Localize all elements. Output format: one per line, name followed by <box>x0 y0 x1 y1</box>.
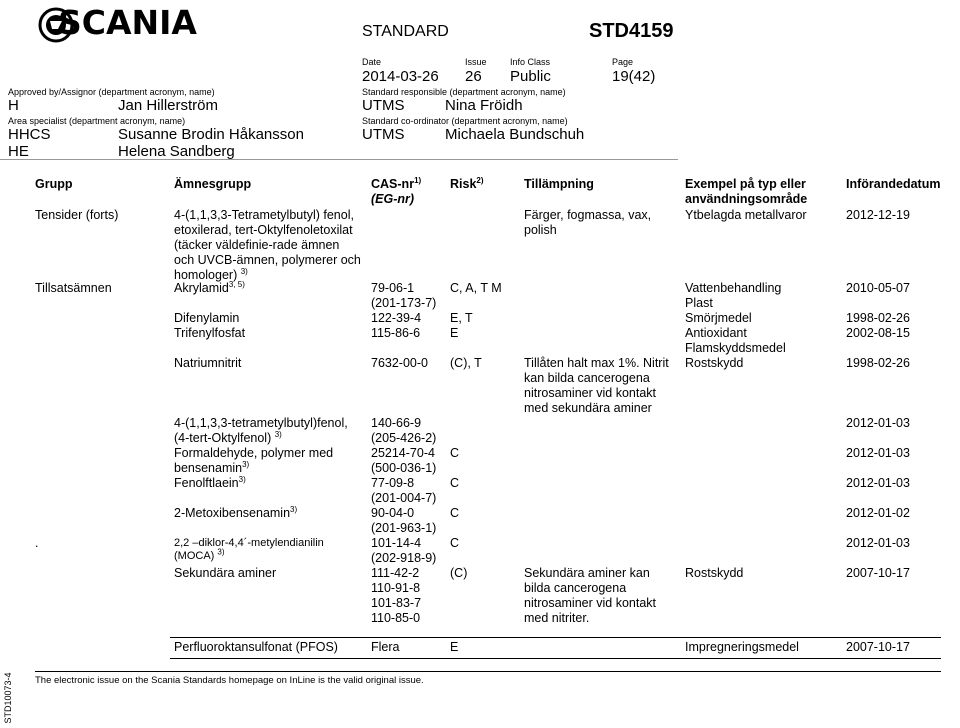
header-divider <box>0 159 678 160</box>
date-cell: 2012-01-03 <box>846 446 910 460</box>
cas-cell: 79-06-1 <box>371 281 415 295</box>
page-label: Page <box>612 57 634 67</box>
col-header-eg: (EG-nr) <box>371 192 415 206</box>
application-cell: nitrosaminer vid kontakt <box>524 386 657 400</box>
eg-cell: (201-963-1) <box>371 521 437 535</box>
application-cell: med sekundära aminer <box>524 401 652 415</box>
application-cell: Färger, fogmassa, vax, <box>524 208 652 222</box>
subgroup-cell: Sekundära aminer <box>174 566 277 580</box>
brand-wordmark: SCANIA <box>58 3 197 42</box>
subgroup-cell: Natriumnitrit <box>174 356 242 370</box>
application-cell: Sekundära aminer kan <box>524 566 650 580</box>
subgroup-cell: homologer) $^{3)}$ <box>174 266 248 282</box>
date-value: 2014-03-26 <box>362 68 439 85</box>
risk-cell: C <box>450 536 460 550</box>
eg-cell: (202-918-9) <box>371 551 437 565</box>
date-cell: 2012-01-03 <box>846 416 910 430</box>
specialist-dept: HHCS <box>8 126 51 143</box>
example-cell: Rostskydd <box>685 356 744 370</box>
issue-label: Issue <box>465 57 487 67</box>
approved-label: Approved by/Assignor (department acronym, name) <box>8 87 215 97</box>
risk-cell: E <box>450 326 459 340</box>
specialist-name: Susanne Brodin Håkansson <box>118 126 304 143</box>
responsible-label: Standard responsible (department acronym, name) <box>362 87 566 97</box>
application-cell: bilda cancerogena <box>524 581 627 595</box>
footer-divider <box>35 671 941 672</box>
subgroup-cell: 2-Metoxibensenamin$^{3)}$ <box>174 504 298 520</box>
approved-name: Jan Hillerström <box>118 97 219 114</box>
subgroup-cell: Fenolftlaein$^{3)}$ <box>174 474 246 490</box>
subgroup-cell: (MOCA) $^{3)}$ <box>174 547 225 562</box>
subgroup-cell: Formaldehyde, polymer med <box>174 446 334 460</box>
col-header-application: Tillämpning <box>524 177 594 191</box>
cas-cell: 110-91-8 <box>371 581 421 595</box>
col-header-subgroup: Ämnesgrupp <box>174 177 252 191</box>
risk-cell: E, T <box>450 311 473 325</box>
example-cell: Plast <box>685 296 713 310</box>
cas-cell: 140-66-9 <box>371 416 422 430</box>
date-label: Date <box>362 57 382 67</box>
example-cell: Smörjmedel <box>685 311 752 325</box>
col-header-intro-date: Införandedatum <box>846 177 941 191</box>
risk-cell: C <box>450 506 460 520</box>
responsible-dept: UTMS <box>362 97 405 114</box>
date-cell: 2002-08-15 <box>846 326 910 340</box>
col-header-risk: Risk$^{2)}$ <box>450 175 484 191</box>
subgroup-cell: 2,2 –diklor-4,4´-metylendianilin <box>174 537 324 549</box>
specialist-name: Helena Sandberg <box>118 143 235 160</box>
date-cell: 2012-12-19 <box>846 208 910 222</box>
cas-cell: 101-83-7 <box>371 596 422 610</box>
coordinator-dept: UTMS <box>362 126 405 143</box>
footer-note: The electronic issue on the Scania Standards homepage on InLine is the valid original issue. <box>35 675 424 686</box>
eg-cell: (201-004-7) <box>371 491 437 505</box>
application-cell: med nitriter. <box>524 611 590 625</box>
doc-type: STANDARD <box>362 23 449 40</box>
col-header-group: Grupp <box>35 177 73 191</box>
side-code: STD10073-4 <box>3 672 13 724</box>
subgroup-cell: 4-(1,1,3,3-tetrametylbutyl)fenol, <box>174 416 348 430</box>
cas-cell: 122-39-4 <box>371 311 422 325</box>
eg-cell: (201-173-7) <box>371 296 437 310</box>
example-cell: Flamskyddsmedel <box>685 341 786 355</box>
date-cell: 2012-01-03 <box>846 476 910 490</box>
eg-cell: (205-426-2) <box>371 431 437 445</box>
coordinator-name: Michaela Bundschuh <box>445 126 585 143</box>
cas-cell: 90-04-0 <box>371 506 415 520</box>
risk-cell: (C), T <box>450 356 482 370</box>
application-cell: Tillåten halt max 1%. Nitrit <box>524 356 669 370</box>
cas-cell: 110-85-0 <box>371 611 421 625</box>
col-header-example-2: användningsområde <box>685 192 808 206</box>
date-cell: 2007-10-17 <box>846 640 910 654</box>
subgroup-cell: Difenylamin <box>174 311 240 325</box>
area-specialist-label: Area specialist (department acronym, name) <box>8 116 186 126</box>
date-cell: 1998-02-26 <box>846 356 910 370</box>
subgroup-cell: bensenamin$^{3)}$ <box>174 459 250 475</box>
col-header-example: Exempel på typ eller <box>685 177 806 191</box>
cas-cell: 115-86-6 <box>371 326 421 340</box>
example-cell: Impregneringsmedel <box>685 640 799 654</box>
eg-cell: (500-036-1) <box>371 461 437 475</box>
risk-cell: C <box>450 476 460 490</box>
group-tensider: Tensider (forts) <box>35 208 119 222</box>
cas-cell: 111-42-2 <box>371 566 420 580</box>
application-cell: nitrosaminer vid kontakt <box>524 596 657 610</box>
cas-cell: 101-14-4 <box>371 536 422 550</box>
subgroup-cell: (täcker väldefinie-rade ämnen <box>174 238 340 252</box>
doc-number: STD4159 <box>589 20 674 42</box>
subgroup-cell: och UVCB-ämnen, polymerer och <box>174 253 361 267</box>
subgroup-cell: (4-tert-Oktylfenol) $^{3)}$ <box>174 429 282 445</box>
specialist-dept: HE <box>8 143 29 160</box>
col-header-cas: CAS-$nr^{1)}$ <box>371 175 422 191</box>
date-cell: 2012-01-03 <box>846 536 910 550</box>
cas-cell: Flera <box>371 640 400 654</box>
info-class-label: Info Class <box>510 57 551 67</box>
subgroup-cell: 4-(1,1,3,3-Tetrametylbutyl) fenol, <box>174 208 354 222</box>
date-cell: 2010-05-07 <box>846 281 910 295</box>
issue-value: 26 <box>465 68 482 85</box>
info-class-value: Public <box>510 68 551 85</box>
cas-cell: 77-09-8 <box>371 476 415 490</box>
date-cell: 2012-01-02 <box>846 506 910 520</box>
risk-cell: (C) <box>450 566 468 580</box>
risk-cell: C <box>450 446 460 460</box>
date-cell: 1998-02-26 <box>846 311 910 325</box>
approved-dept: H <box>8 97 19 114</box>
responsible-name: Nina Fröidh <box>445 97 523 114</box>
cas-cell: 25214-70-4 <box>371 446 435 460</box>
example-cell: Antioxidant <box>685 326 747 340</box>
coordinator-label: Standard co-ordinator (department acronym, name) <box>362 116 568 126</box>
stray-dot: . <box>35 536 39 550</box>
page-value: 19(42) <box>612 68 656 85</box>
cas-cell: 7632-00-0 <box>371 356 428 370</box>
subgroup-cell: etoxilerad, tert-Oktylfenoletoxilat <box>174 223 353 237</box>
example-cell: Vattenbehandling <box>685 281 782 295</box>
group-tillsatsamnen: Tillsatsämnen <box>35 281 112 295</box>
example-cell: Rostskydd <box>685 566 744 580</box>
example-cell: Ytbelagda metallvaror <box>685 208 807 222</box>
risk-cell: E <box>450 640 459 654</box>
risk-cell: C, A, T M <box>450 281 502 295</box>
subgroup-cell: Trifenylfosfat <box>174 326 246 340</box>
subgroup-cell: Perfluoroktansulfonat (PFOS) <box>174 640 338 654</box>
subgroup-cell: Akrylamid$^{3, 5)}$ <box>174 279 245 295</box>
date-cell: 2007-10-17 <box>846 566 910 580</box>
application-cell: kan bilda cancerogena <box>524 371 650 385</box>
application-cell: polish <box>524 223 557 237</box>
